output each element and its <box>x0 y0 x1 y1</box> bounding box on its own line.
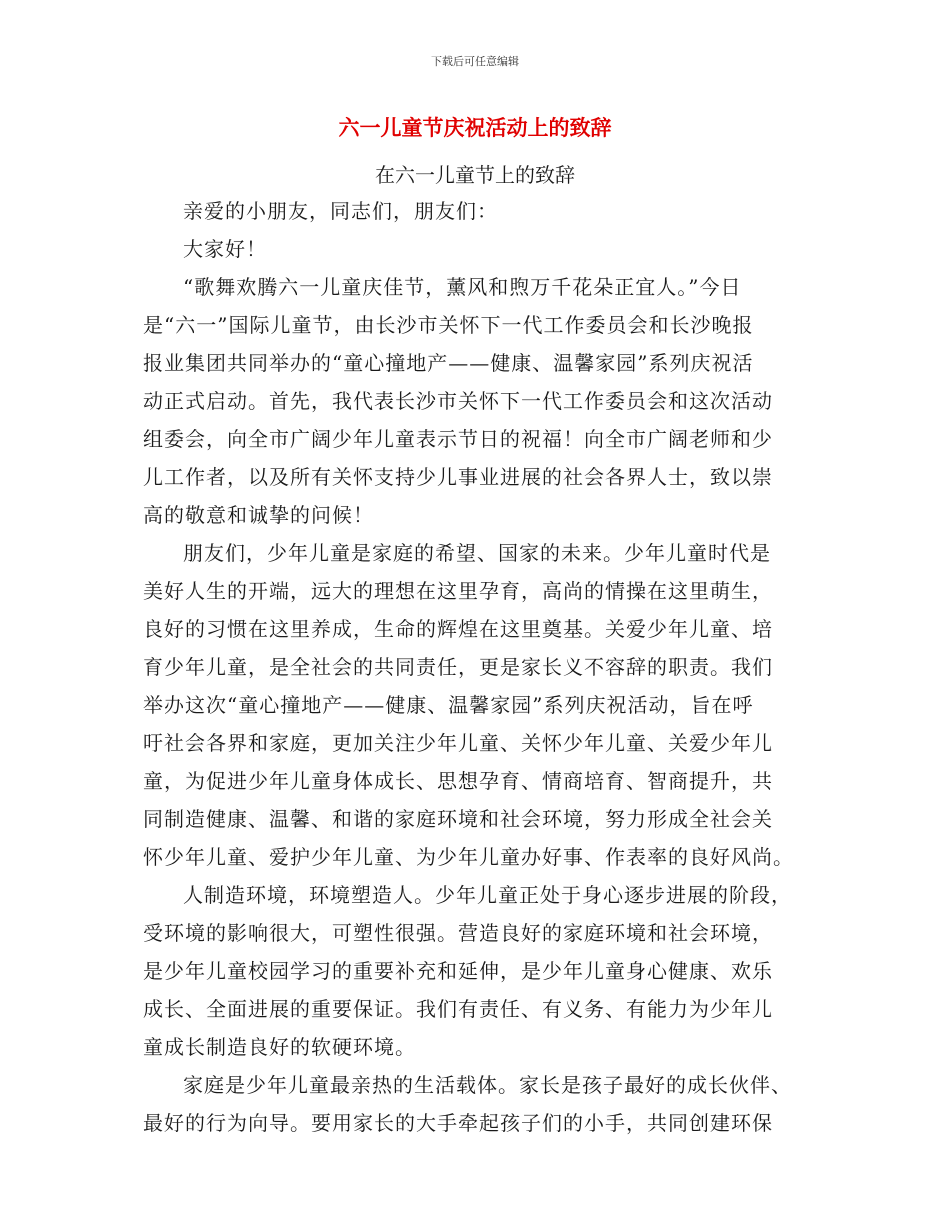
text-line: 家庭是少年儿童最亲热的生活载体。家长是孩子最好的成长伙伴、 <box>183 1073 792 1097</box>
text-line: 报业集团共同举办的“童心撞地产——健康、温馨家园”系列庆祝活 <box>143 351 754 375</box>
text-line: 人制造环境，环境塑造人。少年儿童正处于身心逐步进展的阶段， <box>183 883 792 907</box>
paragraph-family <box>143 1066 823 1142</box>
text-line: 美好人生的开端，远大的理想在这里孕育，高尚的情操在这里萌生， <box>143 579 773 603</box>
text-line: 举办这次“童心撞地产——健康、温馨家园”系列庆祝活动，旨在呼 <box>143 693 754 717</box>
text-line: 童成长制造良好的软硬环境。 <box>143 1035 416 1059</box>
paragraph-greeting <box>143 192 823 230</box>
text-line: 怀少年儿童、爱护少年儿童、为少年儿童办好事、作表率的良好风尚。 <box>143 845 794 869</box>
paragraph-environment <box>143 876 823 1066</box>
text-line: 童，为促进少年儿童身体成长、思想孕育、情商培育、智商提升，共 <box>143 769 773 793</box>
paragraph-children-future <box>143 534 823 876</box>
text-line: 亲爱的小朋友，同志们，朋友们： <box>183 199 498 223</box>
text-line: 良好的习惯在这里养成，生命的辉煌在这里奠基。关爱少年儿童、培 <box>143 617 773 641</box>
paragraph-hello <box>143 230 823 268</box>
text-line: 大家好！ <box>183 237 267 261</box>
text-line: 同制造健康、温馨、和谐的家庭环境和社会环境，努力形成全社会关 <box>143 807 773 831</box>
text-line: 高的敬意和诚挚的问候！ <box>143 503 374 527</box>
text-line: 最好的行为向导。要用家长的大手牵起孩子们的小手，共同创建环保 <box>143 1111 773 1135</box>
text-line: 动正式启动。首先，我代表长沙市关怀下一代工作委员会和这次活动 <box>143 389 773 413</box>
text-line: 成长、全面进展的重要保证。我们有责任、有义务、有能力为少年儿 <box>143 997 773 1021</box>
text-line: 吁社会各界和家庭，更加关注少年儿童、关怀少年儿童、关爱少年儿 <box>143 731 773 755</box>
document-title: 六一儿童节庆祝活动上的致辞 <box>338 116 612 140</box>
header-note: 下载后可任意编辑 <box>431 55 519 68</box>
text-line: 育少年儿童，是全社会的共同责任，更是家长义不容辞的职责。我们 <box>143 655 773 679</box>
text-line: 组委会，向全市广阔少年儿童表示节日的祝福！向全市广阔老师和少 <box>143 427 773 451</box>
text-line: 朋友们，少年儿童是家庭的希望、国家的未来。少年儿童时代是 <box>183 541 771 565</box>
text-line: “歌舞欢腾六一儿童庆佳节，薰风和煦万千花朵正宜人。”今日 <box>183 275 742 299</box>
document-subtitle: 在六一儿童节上的致辞 <box>375 163 575 187</box>
text-line: 是少年儿童校园学习的重要补充和延伸，是少年儿童身心健康、欢乐 <box>143 959 773 983</box>
document-body <box>143 192 823 1142</box>
text-line: 受环境的影响很大，可塑性很强。营造良好的家庭环境和社会环境， <box>143 921 773 945</box>
text-line: 是“六一”国际儿童节，由长沙市关怀下一代工作委员会和长沙晚报 <box>143 313 754 337</box>
paragraph-opening <box>143 268 823 534</box>
text-line: 儿工作者，以及所有关怀支持少儿事业进展的社会各界人士，致以崇 <box>143 465 773 489</box>
